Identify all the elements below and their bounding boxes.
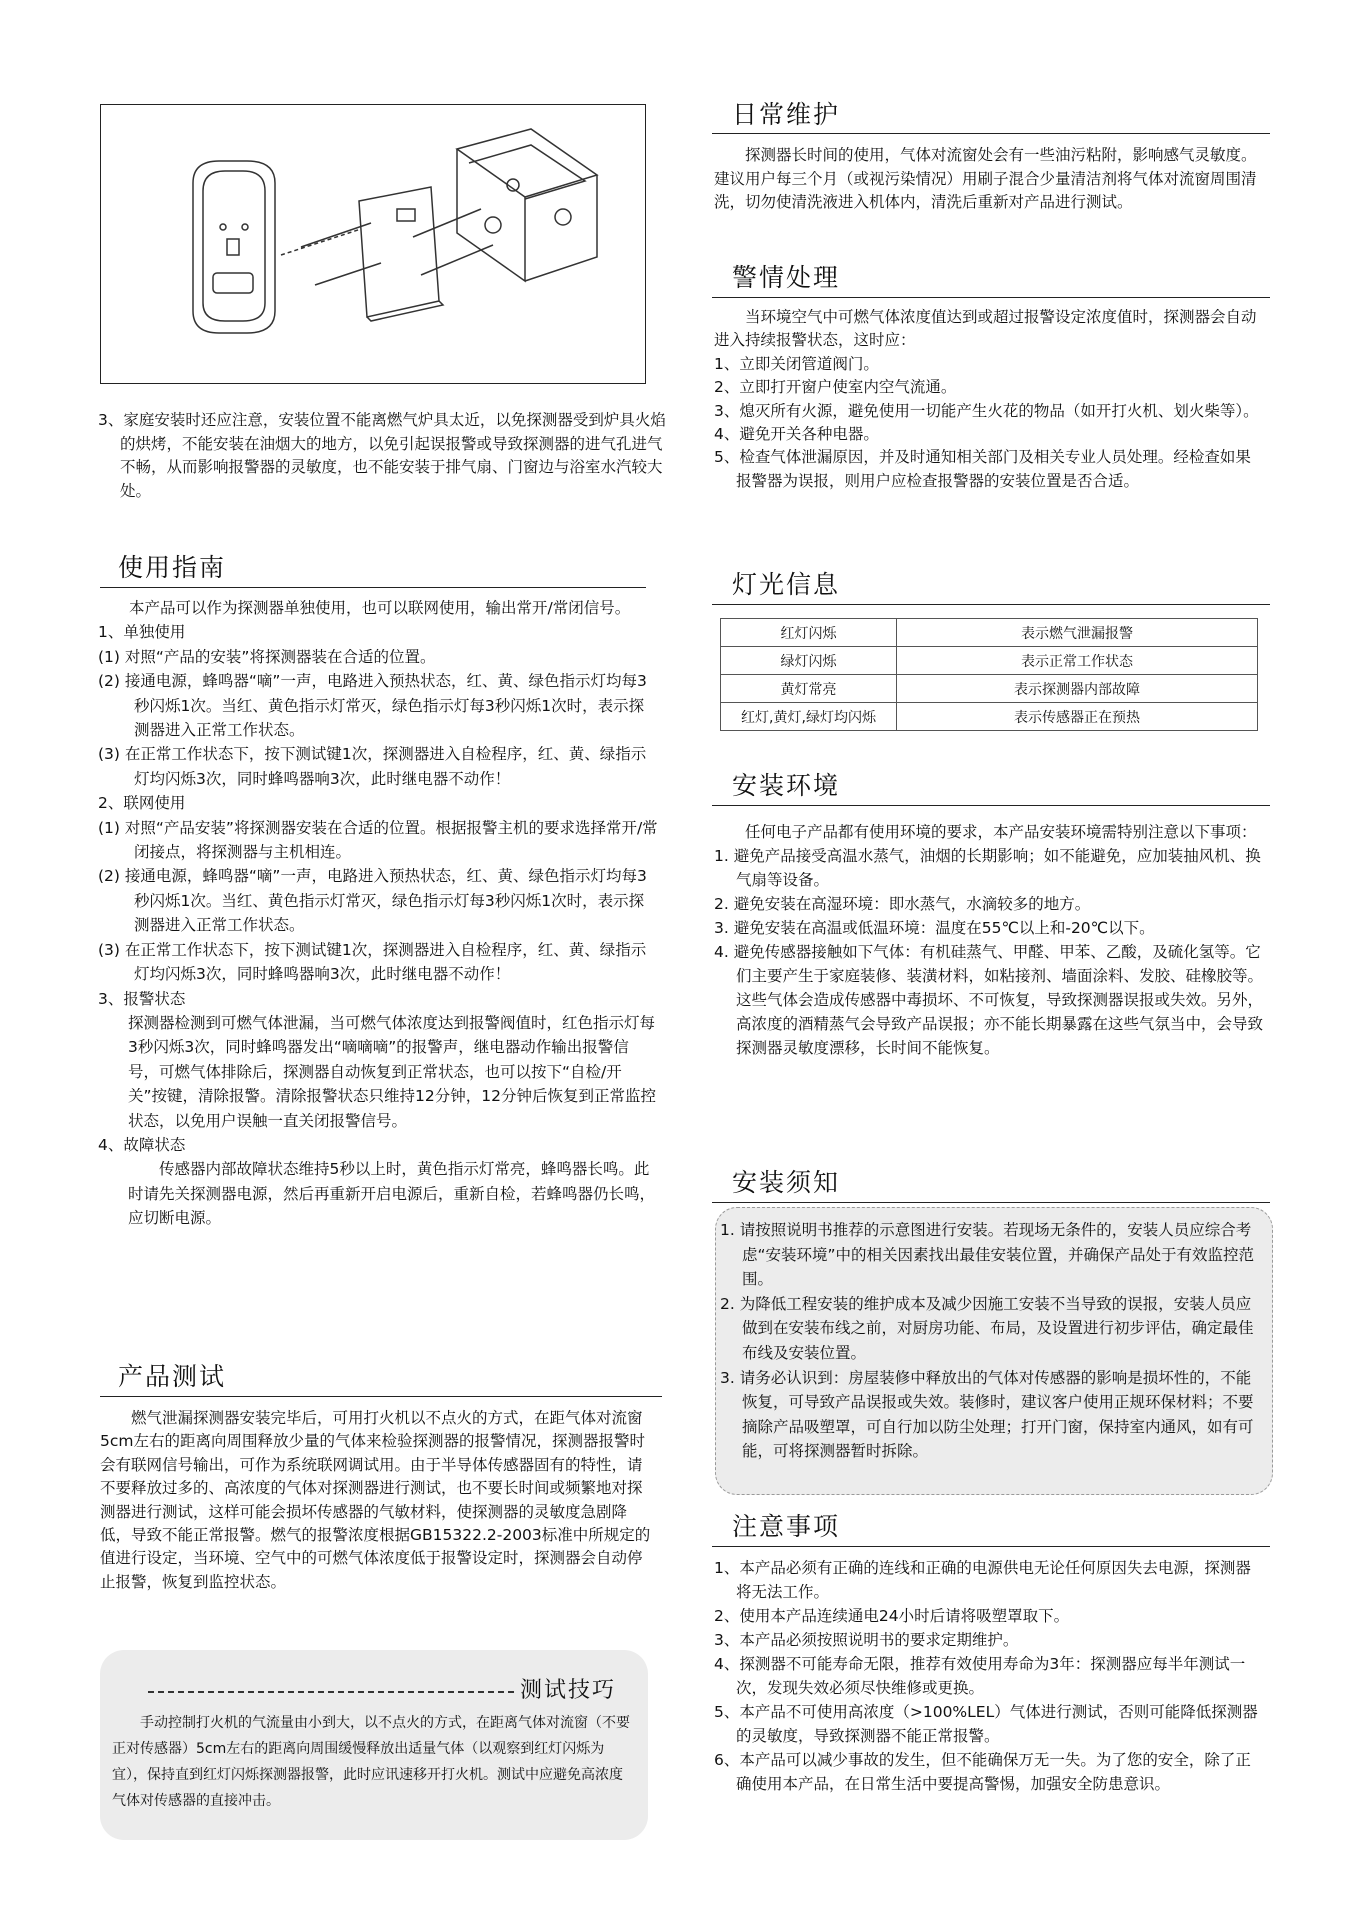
- caution-item-1: 1、本产品必须有正确的连线和正确的电源供电无论任何原因失去电源，探测器将无法工作。: [714, 1559, 1251, 1601]
- table-row: [721, 619, 1258, 647]
- alarm-handling-section: [714, 306, 1264, 493]
- light-info-table: [720, 618, 1258, 731]
- alarm-item-1: 1、立即关闭管道阀门。: [714, 354, 879, 373]
- environment-item-4: 4. 避免传感器接触如下气体：有机硅蒸气、甲醛、甲苯、乙酸，及硫化氢等。它们主要产生于家庭装修、装潢材料，如粘接剂、墙面涂料、发胶、硅橡胶等。这些气体会造成传感器中毒损坏、不可恢复，导致探测器误报或失效。另外，高浓度的酒精蒸气会导致产品误报；亦不能长期暴露在这些气氛当中，会导致探测器灵敏度漂移，长时间不能恢复。: [714, 943, 1264, 1057]
- test-title: 产品测试: [118, 1362, 227, 1391]
- caution-item-3: 3、本产品必须按照说明书的要求定期维护。: [714, 1631, 1019, 1649]
- install-notice-divider: [712, 1202, 1270, 1203]
- caution-item-5: 5、本产品不可使用高浓度（>100%LEL）气体进行测试，否则可能降低探测器的灵敏度，导致探测器不能正常报警。: [714, 1703, 1258, 1745]
- light-meaning: 表示探测器内部故障: [897, 675, 1258, 703]
- light-meaning: 表示正常工作状态: [897, 647, 1258, 675]
- light-state: 红灯闪烁: [721, 619, 897, 647]
- table-row: [721, 675, 1258, 703]
- alarm-handling-divider: [712, 297, 1270, 298]
- alarm-handling-title: 警情处理: [732, 263, 841, 292]
- light-info-divider: [712, 604, 1270, 605]
- network-use-item-3: (3) 在正常工作状态下，按下测试键1次，探测器进入自检程序，红、黄、绿指示灯均闪烁3次，同时蜂鸣器响3次，此时继电器不动作！: [98, 940, 647, 984]
- tips-text: 手动控制打火机的气流量由小到大，以不点火的方式，在距离气体对流窗（不要正对传感器）5cm左右的距离向周围缓慢释放出适量气体（以观察到红灯闪烁为宜），保持直到红灯闪烁探测器报警，此时应讯速移开打火机。测试中应避免高浓度气体对传感器的直接冲击。: [112, 1715, 630, 1809]
- network-use-heading: 2、联网使用: [98, 794, 186, 813]
- usage-section: [98, 596, 658, 1231]
- cautions-section: [714, 1556, 1264, 1796]
- light-state: 绿灯闪烁: [721, 647, 897, 675]
- install-notice-section: [720, 1218, 1264, 1464]
- environment-item-3: 3. 避免安装在高温或低温环境：温度在55℃以上和-20℃以下。: [714, 919, 1155, 937]
- cautions-divider: [712, 1546, 1270, 1547]
- usage-divider: [100, 587, 646, 588]
- alarm-handling-intro: 当环境空气中可燃气体浓度值达到或超过报警设定浓度值时，探测器会自动进入持续报警状态，这时应：: [714, 308, 1257, 350]
- table-row: [721, 647, 1258, 675]
- environment-section: [714, 820, 1264, 1060]
- caution-item-4: 4、探测器不可能寿命无限，推荐有效使用寿命为3年：探测器应每半年测试一次，发现失效必须尽快维修或更换。: [714, 1655, 1246, 1697]
- installation-diagram: [100, 104, 646, 384]
- single-use-heading: 1、单独使用: [98, 623, 186, 642]
- single-use-item-2: (2) 接通电源，蜂鸣器“嘀”一声，电路进入预热状态，红、黄、绿色指示灯均每3秒闪烁1次。当红、黄色指示灯常灭，绿色指示灯每3秒闪烁1次时，表示探测器进入正常工作状态。: [98, 672, 647, 740]
- tips-title: 测试技巧: [520, 1678, 617, 1703]
- tips-dashed-line: [148, 1691, 514, 1693]
- caution-item-2: 2、使用本产品连续通电24小时后请将吸塑罩取下。: [714, 1607, 1070, 1625]
- network-use-item-2: (2) 接通电源，蜂鸣器“嘀”一声，电路进入预热状态，红、黄、绿色指示灯均每3秒闪烁1次。当红、黄色指示灯常灭，绿色指示灯每3秒闪烁1次时，表示探测器进入正常工作状态。: [98, 867, 647, 935]
- alarm-state-heading: 3、报警状态: [98, 989, 186, 1008]
- install-notice-item-1: 1. 请按照说明书推荐的示意图进行安装。若现场无条件的，安装人员应综合考虑“安装环境”中的相关因素找出最佳安装位置，并确保产品处于有效监控范围。: [720, 1221, 1255, 1289]
- usage-title: 使用指南: [118, 553, 227, 582]
- alarm-state-text: 探测器检测到可燃气体泄漏，当可燃气体浓度达到报警阀值时，红色指示灯每3秒闪烁3次，同时蜂鸣器发出“嘀嘀嘀”的报警声，继电器动作输出报警信号，可燃气体排除后，探测器自动恢复到正常状态，也可以按下“自检/开关”按键，清除报警。清除报警状态只维持12分钟，12分钟后恢复到正常监控状态，以免用户误触一直关闭报警信号。: [128, 1013, 656, 1130]
- cautions-title: 注意事项: [732, 1512, 841, 1541]
- light-state: 黄灯常亮: [721, 675, 897, 703]
- environment-title: 安装环境: [732, 771, 841, 800]
- light-meaning: 表示燃气泄漏报警: [897, 619, 1258, 647]
- environment-intro: 任何电子产品都有使用环境的要求，本产品安装环境需特别注意以下事项：: [745, 823, 1257, 841]
- alarm-item-4: 4、避免开关各种电器。: [714, 425, 879, 444]
- install-notice-item-2: 2. 为降低工程安装的维护成本及减少因施工安装不当导致的误报，安装人员应做到在安装布线之前，对厨房功能、布局，及设置进行初步评估，确定最佳布线及安装位置。: [720, 1294, 1254, 1362]
- maintenance-title: 日常维护: [732, 100, 841, 129]
- alarm-item-3: 3、熄灭所有火源，避免使用一切能产生火花的物品（如开打火机、划火柴等）。: [714, 401, 1259, 420]
- install-notice-title: 安装须知: [732, 1168, 841, 1197]
- alarm-item-5: 5、检查气体泄漏原因，并及时通知相关部门及相关专业人员处理。经检查如果报警器为误报，则用户应检查报警器的安装位置是否合适。: [714, 448, 1251, 490]
- fault-state-heading: 4、故障状态: [98, 1135, 186, 1154]
- single-use-item-1: (1) 对照“产品的安装”将探测器装在合适的位置。: [98, 647, 436, 666]
- single-use-item-3: (3) 在正常工作状态下，按下测试键1次，探测器进入自检程序，红、黄、绿指示灯均闪烁3次，同时蜂鸣器响3次，此时继电器不动作！: [98, 745, 647, 788]
- install-note: 3、家庭安装时还应注意，安装位置不能离燃气炉具太近，以免探测器受到炉具火焰的烘烤，不能安装在油烟大的地方，以免引起误报警或导致探测器的进气孔进气不畅，从而影响报警器的灵敏度，也不能安装于排气扇、门窗边与浴室水汽较大处。: [98, 411, 666, 500]
- environment-item-1: 1. 避免产品接受高温水蒸气，油烟的长期影响；如不能避免，应加装抽风机、换气扇等设备。: [714, 847, 1261, 889]
- light-state: 红灯,黄灯,绿灯均闪烁: [721, 703, 897, 731]
- maintenance-text: 探测器长时间的使用，气体对流窗处会有一些油污粘附，影响感气灵敏度。建议用户每三个月（或视污染情况）用刷子混合少量清洁剂将气体对流窗周围清洗，切勿使清洗液进入机体内，清洗后重新对产品进行测试。: [714, 146, 1257, 212]
- caution-item-6: 6、本产品可以减少事故的发生，但不能确保万无一失。为了您的安全，除了正确使用本产品，在日常生活中要提高警惕，加强安全防患意识。: [714, 1751, 1251, 1793]
- environment-divider: [712, 805, 1270, 806]
- light-meaning: 表示传感器正在预热: [897, 703, 1258, 731]
- install-notice-item-3: 3. 请务必认识到：房屋装修中释放出的气体对传感器的影响是损坏性的，不能恢复，可导致产品误报或失效。装修时，建议客户使用正规环保材料；不要摘除产品吸塑罩，可自行加以防尘处理；打开门窗，保持室内通风，如有可能，可将探测器暂时拆除。: [720, 1368, 1254, 1461]
- alarm-item-2: 2、立即打开窗户使室内空气流通。: [714, 378, 957, 397]
- fault-state-text: 传感器内部故障状态维持5秒以上时，黄色指示灯常亮，蜂鸣器长鸣。此时请先关探测器电源，然后再重新开启电源后，重新自检，若蜂鸣器仍长鸣，应切断电源。: [128, 1160, 656, 1228]
- table-row: [721, 703, 1258, 731]
- test-divider: [100, 1396, 662, 1397]
- environment-item-2: 2. 避免安装在高湿环境：即水蒸气，水滴较多的地方。: [714, 895, 1091, 913]
- usage-intro: 本产品可以作为探测器单独使用，也可以联网使用，输出常开/常闭信号。: [129, 599, 631, 617]
- test-text: 燃气泄漏探测器安装完毕后，可用打火机以不点火的方式，在距气体对流窗5cm左右的距离向周围释放少量的气体来检验探测器的报警情况，探测器报警时会有联网信号输出，可作为系统联网调试用。由于半导体传感器固有的特性，请不要释放过多的、高浓度的气体对探测器进行测试，也不要长时间或频繁地对探测器进行测试，这样可能会损坏传感器的气敏材料，使探测器的灵敏度急剧降低，导致不能正常报警。燃气的报警浓度根据GB15322.2-2003标准中所规定的值进行设定，当环境、空气中的可燃气体浓度低于报警设定时，探测器会自动停止报警，恢复到监控状态。: [100, 1409, 651, 1591]
- maintenance-divider: [712, 133, 1270, 134]
- wall-mount-illustration: [101, 105, 645, 383]
- light-info-title: 灯光信息: [732, 570, 841, 599]
- network-use-item-1: (1) 对照“产品安装”将探测器安装在合适的位置。根据报警主机的要求选择常开/常闭接点，将探测器与主机相连。: [98, 818, 658, 862]
